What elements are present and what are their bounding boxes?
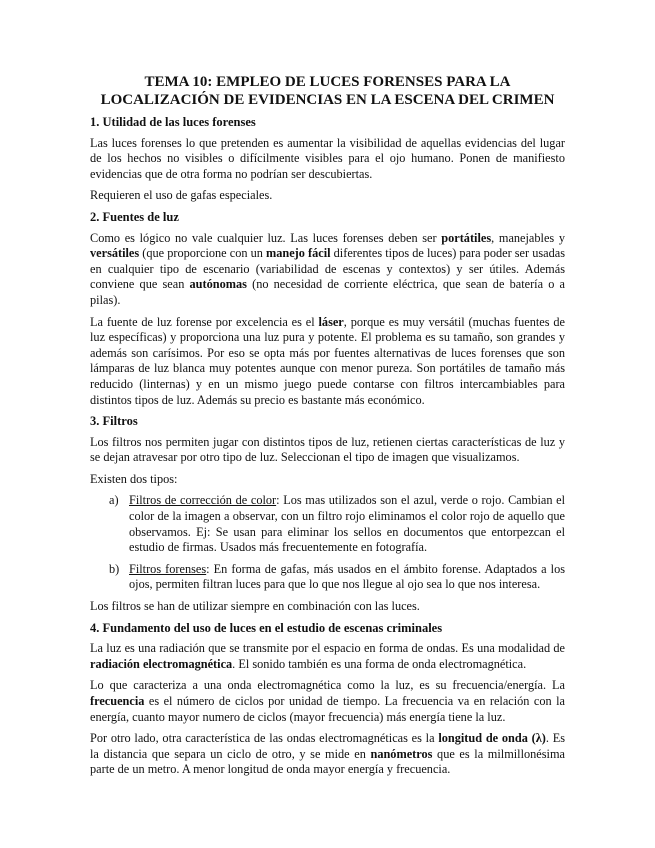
paragraph: Requieren el uso de gafas especiales. [90,188,273,203]
paragraph [90,731,565,778]
section-filtros [90,414,565,615]
paragraph: Las luces forenses lo que pretenden es aumentar la visibilidad de aquellas evidencias del lugar de los hechos no visibles o difícilmente visibles para el ojo humano. Ponen de manifiesto evidencias que de otra forma no podrían ser descubiertas. [90,135,565,181]
title-line-1: TEMA 10: EMPLEO DE LUCES FORENSES PARA LA [144,74,511,90]
text-run: Por otro lado, otra característica de las ondas electromagnéticas es la [90,731,439,746]
list-marker: b) [109,561,120,576]
text-run: , manejables y [491,230,565,245]
paragraph [90,231,565,309]
bold-term: autónomas [189,277,247,292]
bold-term: frecuencia [90,694,145,708]
bold-term: versátiles [90,246,140,261]
title-line-2: LOCALIZACIÓN DE EVIDENCIAS EN LA ESCENA DEL CRIMEN [100,92,555,108]
page-title [90,73,565,109]
text-run: (no necesidad de corriente eléctrica, que sean de batería o a pilas). [90,277,565,307]
paragraph: Los filtros nos permiten jugar con distintos tipos de luz, retienen ciertas características de luz y se dejan atravesar por otro tipo de luz. Seleccionan el tipo de imagen que visualizamos. [90,434,565,465]
text-run: : Los mas utilizados son el azul, verde o rojo. Cambian el color de la imagen a observar, con un filtro rojo eliminamos el color rojo de aquello que observamos. Ej: Se usan para eliminar los sellos en documentos que entorpezcan el estudio de firmas. Usados más frecuentemente en fotografía. [129,493,565,555]
bold-term: portátiles [441,230,492,245]
section-heading: 4. Fundamento del uso de luces en el estudio de escenas criminales [90,620,443,635]
list-item [90,493,565,555]
text-run: (que proporcione con un [139,246,266,261]
text-run: que es la milmillonésima parte de un metro. A menor longitud de onda mayor energía y frecuencia. [90,746,565,777]
text-run: Como es lógico no vale cualquier luz. Las luces forenses deben ser [90,230,442,245]
bold-term: manejo fácil [265,246,331,261]
text-run: . El sonido también es una forma de onda electromagnética. [232,656,527,671]
text-run: . Es la distancia que separa un ciclo de otro, y se mide en [90,731,565,761]
section-heading: 3. Filtros [90,414,138,429]
paragraph: Los filtros se han de utilizar siempre en combinación con las luces. [90,599,420,614]
paragraph [90,315,565,409]
paragraph: Existen dos tipos: [90,471,178,486]
text-run: : En forma de gafas, más usados en el ámbito forense. Adaptados a los ojos, permiten filtran luces para que lo que nos llegue al ojo sea lo que nos interesa. [129,561,565,592]
filter-types-list [90,493,565,593]
section-heading: 1. Utilidad de las luces forenses [90,115,256,129]
bold-term: nanómetros [370,746,433,761]
list-marker: a) [109,493,119,508]
bold-term: radiación electromagnética [90,656,233,671]
list-item [90,562,565,593]
bold-term: láser [318,314,344,329]
text-run: , porque es muy versátil (muchas fuentes de luz específicas) y proporciona una luz pura y potente. El problema es su tamaño, son grandes y además son carísimos. Por eso se opta más por fuentes alternativas de luces forenses que son lámparas de luz blanca muy potentes aunque con menor pureza. Son portátiles de tamaño más reducido (linternas) y en un mismo juego puede contarse con filtros intercambiables para distintos tipos de luz. Además su precio es bastante más económico. [90,314,565,407]
paragraph [90,641,565,672]
underlined-term: Filtros de corrección de color [129,493,277,508]
underlined-term: Filtros forenses [129,561,207,576]
text-run: La luz es una radiación que se transmite por el espacio en forma de ondas. Es una modalidad de [90,641,565,656]
bold-term: longitud de onda (λ) [438,731,546,746]
text-run: es el número de ciclos por unidad de tiempo. La frecuencia va en relación con la energía, cuanto mayor numero de ciclos (mayor frecuencia) más energía tiene la luz. [90,694,565,724]
text-run: diferentes tipos de luces) para poder ser usadas en cualquier tipo de escenario (variabilidad de escenas y contextos) y ser útiles. Además conviene que sean [90,246,565,292]
section-fuentes-de-luz [90,210,565,408]
section-fundamento [90,621,565,778]
text-run: La fuente de luz forense por excelencia es el [90,314,319,329]
text-run: Lo que caracteriza a una onda electromagnética como la luz, es su frecuencia/energía. La [90,678,565,693]
section-utilidad [90,115,565,204]
section-heading: 2. Fuentes de luz [90,209,179,224]
paragraph [90,678,565,725]
